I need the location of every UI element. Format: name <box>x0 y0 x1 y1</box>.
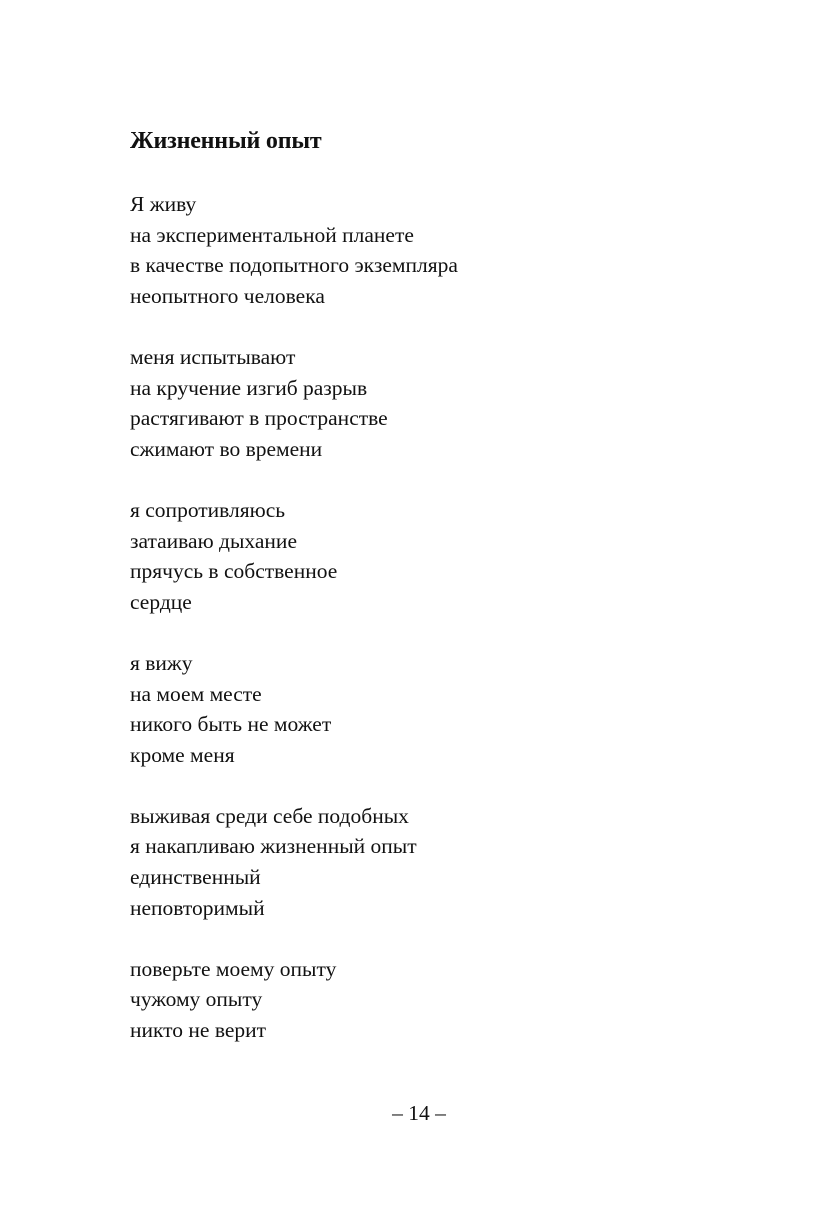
poem-body <box>130 189 730 1076</box>
poem-line: я вижу <box>130 650 193 675</box>
poem-line: чужому опыту <box>130 987 263 1012</box>
poem-line: выживая среди себе подобных <box>130 803 409 828</box>
poem-line: на кручение изгиб разрыв <box>130 375 368 400</box>
poem-line: неопытного человека <box>130 283 325 308</box>
poem-line: затаиваю дыхание <box>130 528 297 553</box>
poem-line: я накапливаю жизненный опыт <box>130 834 417 859</box>
stanza <box>130 648 730 770</box>
poem-line: поверьте моему опыту <box>130 956 337 981</box>
poem-title: Жизненный опыт <box>130 128 322 154</box>
stanza <box>130 342 730 464</box>
poem-line: на экспериментальной планете <box>130 222 414 247</box>
poem-line: единственный <box>130 865 261 890</box>
poem-line: неповторимый <box>130 895 265 920</box>
page-number: – 14 – <box>392 1101 446 1125</box>
poem-line: на моем месте <box>130 681 262 706</box>
poem-line: растягивают в пространстве <box>130 406 388 431</box>
stanza <box>130 954 730 1046</box>
poem-line: прячусь в собственное <box>130 559 338 584</box>
poem-line: сжимают во времени <box>130 436 323 461</box>
poem-line: никого быть не может <box>130 712 332 737</box>
poem-line: Я живу <box>130 192 197 216</box>
stanza <box>130 495 730 617</box>
poem-line: кроме меня <box>130 742 235 767</box>
stanza <box>130 189 730 311</box>
poem-line: меня испытывают <box>130 344 296 369</box>
stanza <box>130 801 730 923</box>
poem-line: в качестве подопытного экземпляра <box>130 253 458 278</box>
poem-line: я сопротивляюсь <box>130 497 286 522</box>
poem-line: никто не верит <box>130 1018 267 1043</box>
poem-line: сердце <box>130 589 192 614</box>
